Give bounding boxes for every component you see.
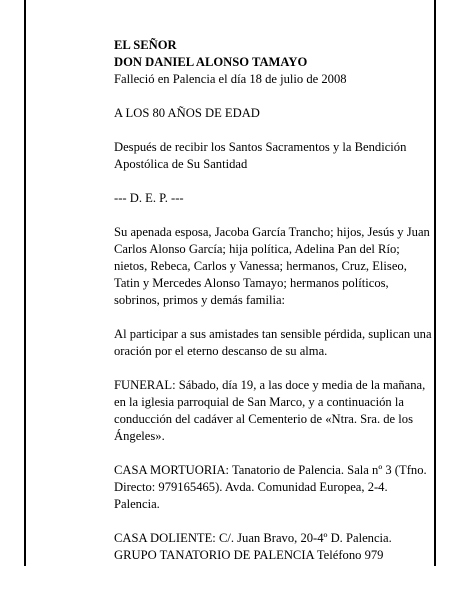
left-border-rule [24,0,26,566]
mourning-house-line: CASA DOLIENTE: C/. Juan Bravo, 20-4º D. Palencia. [114,531,392,545]
sacraments-paragraph: Después de recibir los Santos Sacramentos y la Bendición Apostólica de Su Santidad [114,140,407,171]
family-paragraph: Su apenada esposa, Jacoba García Trancho; hijos, Jesús y Juan Carlos Alonso García; hija política, Adelina Pan del Río; nietos, Rebeca, Carlos y Vanessa; hermanos, Cruz, Eliseo, Tatin y Mercedes Alonso Tamayo; hermanos políticos, sobrinos, primos y demás familia: [114,225,430,307]
death-line: Falleció en Palencia el día 18 de julio de 2008 [114,72,347,86]
age-line: A LOS 80 AÑOS DE EDAD [114,106,260,120]
funeral-paragraph: FUNERAL: Sábado, día 19, a las doce y media de la mañana, en la iglesia parroquial de San Marco, y a continuación la conducción del cadáver al Cementerio de «Ntra. Sra. de los Ángeles». [114,378,426,443]
obituary-text [114,37,432,581]
right-border-rule [434,0,436,566]
request-paragraph: Al participar a sus amistades tan sensible pérdida, suplican una oración por el eterno descanso de su alma. [114,327,432,358]
heading-name: DON DANIEL ALONSO TAMAYO [114,55,308,69]
heading-title: EL SEÑOR [114,38,177,52]
mortuary-paragraph: CASA MORTUORIA: Tanatorio de Palencia. Sala nº 3 (Tfno. Directo: 979165465). Avda. Comunidad Europea, 2-4. Palencia. [114,463,427,511]
rip-line: --- D. E. P. --- [114,191,184,205]
footer-line: GRUPO TANATORIO DE PALENCIA Teléfono 979 [114,548,384,562]
